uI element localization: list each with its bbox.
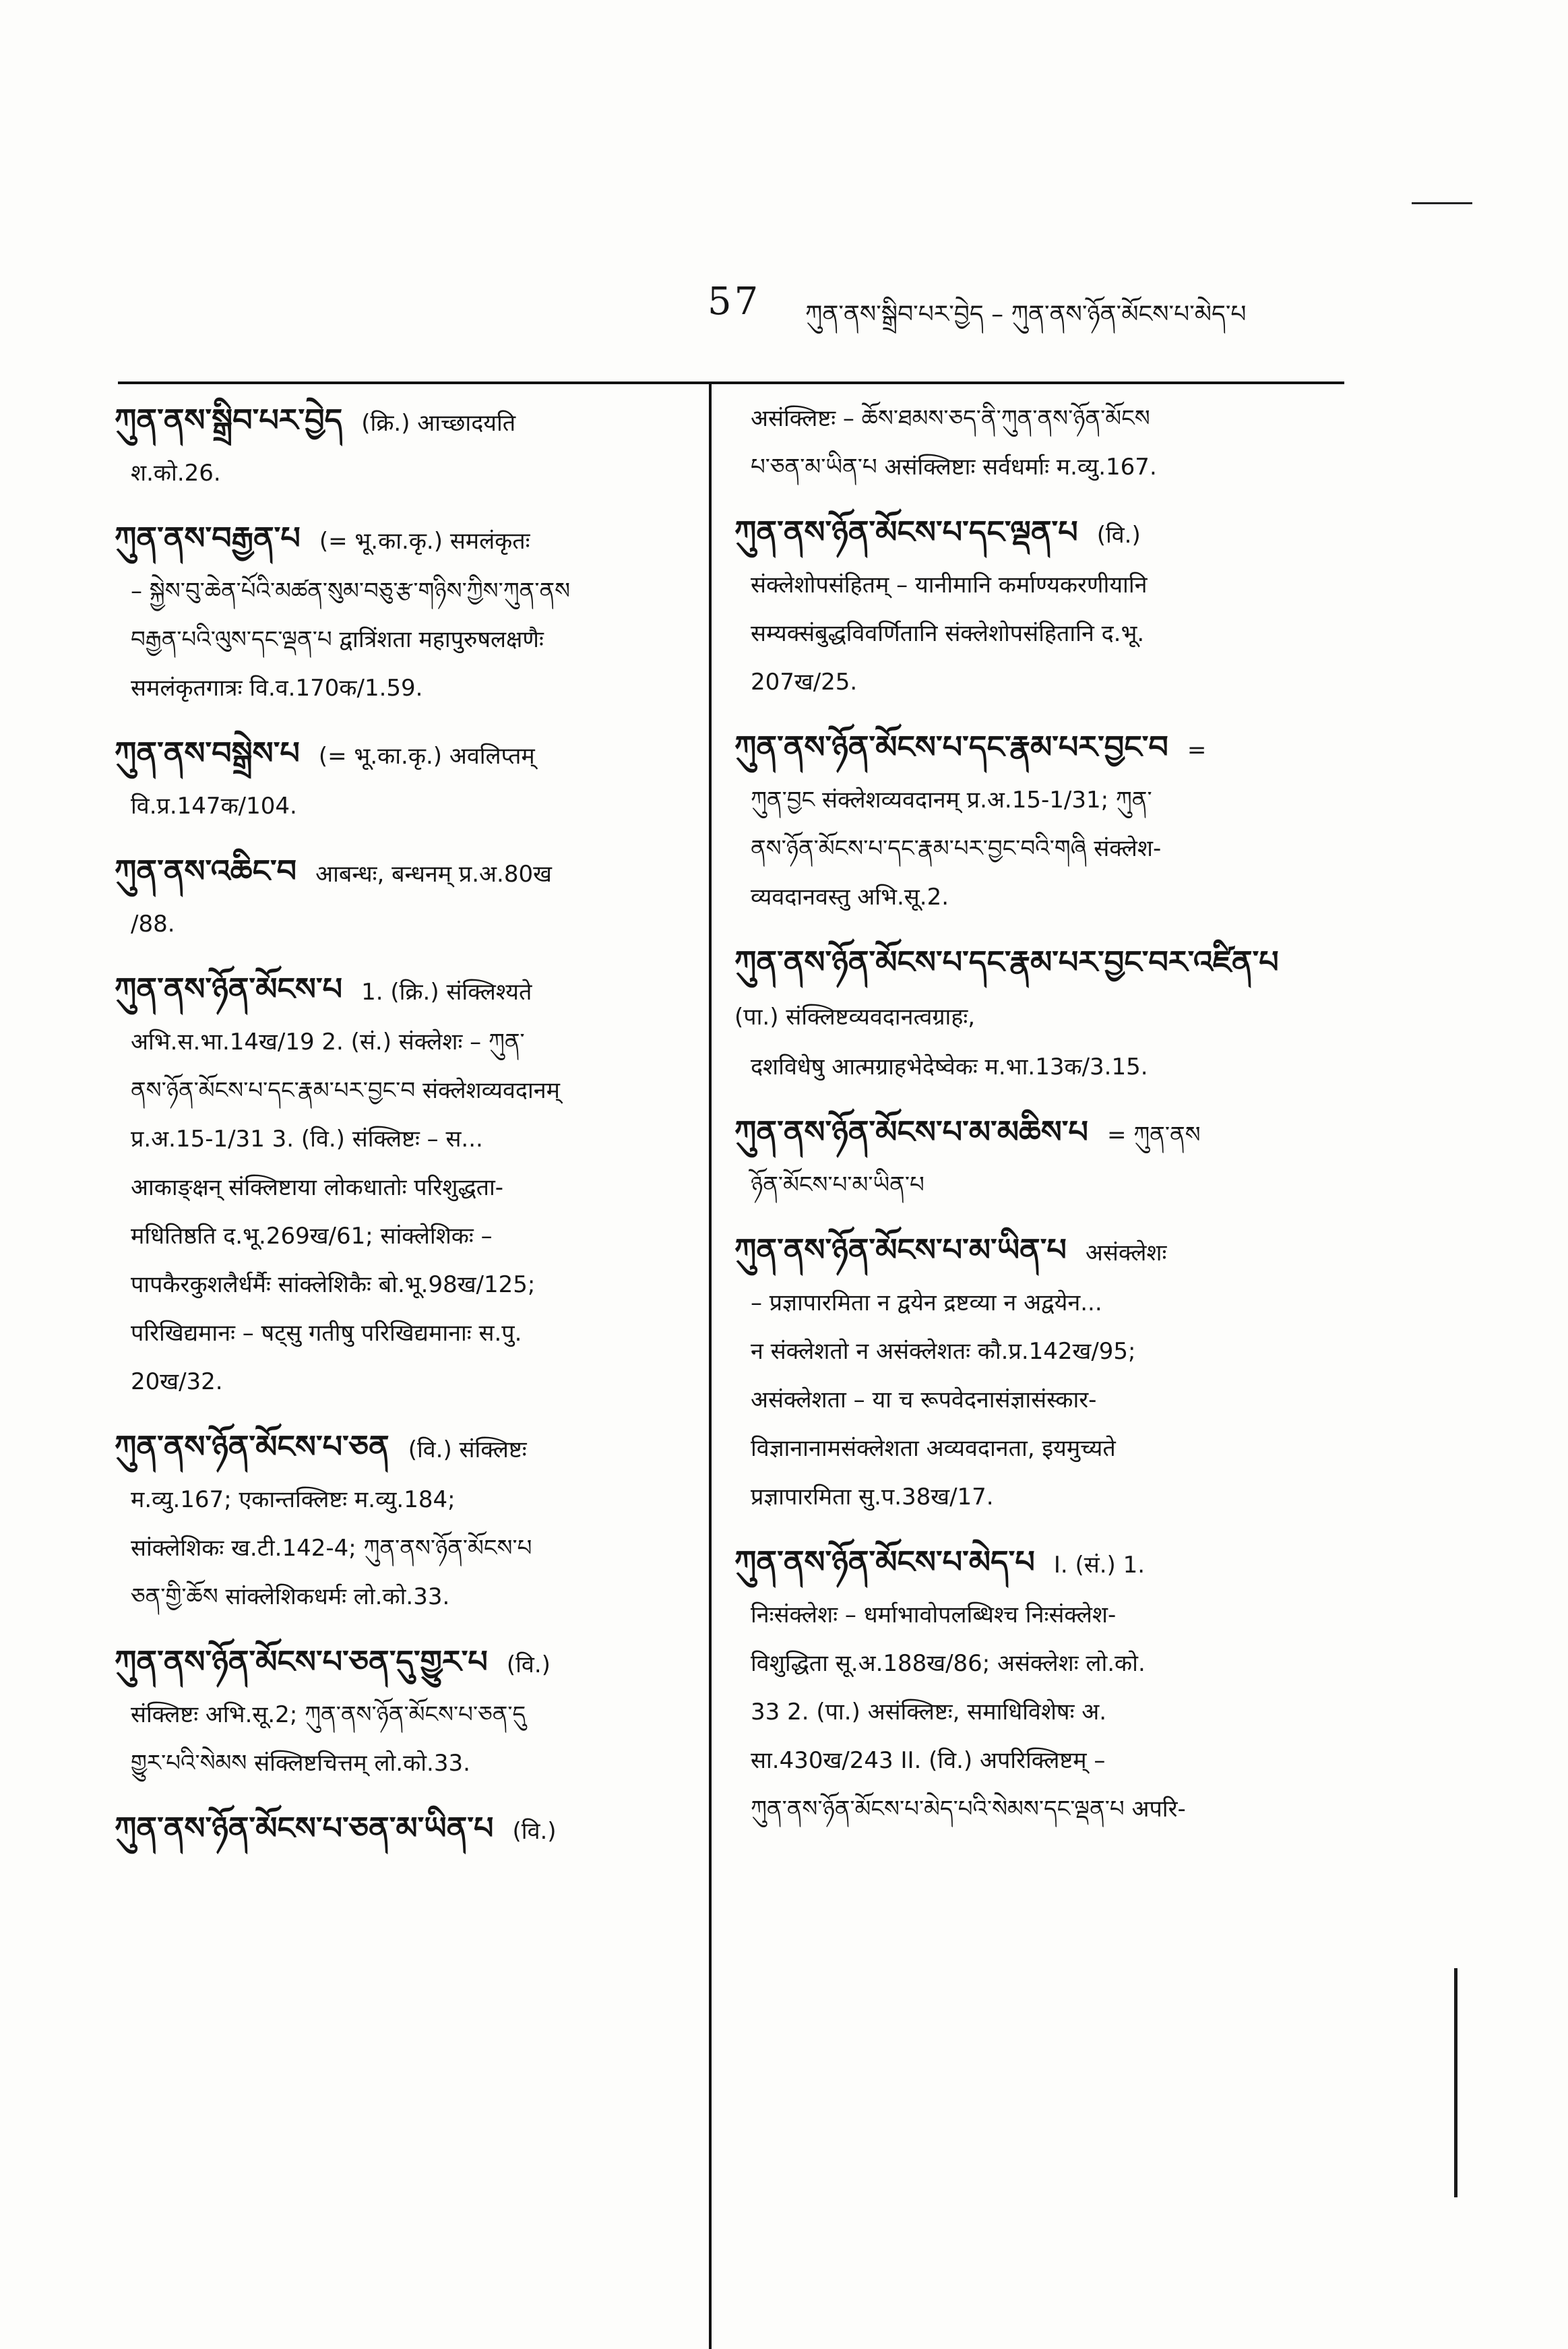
entry-grammar: (वि.) xyxy=(512,1818,557,1845)
entry-headline xyxy=(115,1802,691,1857)
dictionary-entry xyxy=(734,394,1341,491)
entry-grammar: (वि.) xyxy=(506,1651,551,1678)
entry-grammar: (वि.) xyxy=(1096,522,1141,549)
entry-line: བརྒྱན་པའི་ལུས་དང་ལྡན་པ द्वात्रिंशता महापुरुषलक्षणैः xyxy=(131,626,544,653)
entry-headline xyxy=(734,506,1341,561)
entry-line: ཀུན་ནས་ཉོན་མོངས་པ་མེད་པའི་སེམས་དང་ལྡན་པ अपरि- xyxy=(751,1796,1186,1823)
entry-line: आकाङ्क्षन् संक्लिष्टाया लोकधातोः परिशुद्धता- xyxy=(131,1174,504,1201)
entry-line: असंक्लिष्टः – ཆོས་ཐམས་ཅད་ནི་ཀུན་ནས་ཉོན་མོངས xyxy=(751,405,1150,432)
left-column xyxy=(115,394,691,1872)
entry-headword: ཀུན་ནས་ཉོན་མོངས་པ་ཅན་དུ་གྱུར་པ xyxy=(115,1643,488,1680)
entry-line: ཅན་གྱི་ཆོས सांक्लेशिकधर्मः लो.को.33. xyxy=(131,1583,450,1610)
entry-grammar: (= भू.का.कृ.) अवलिप्तम् xyxy=(318,743,535,770)
entry-grammar: (= भू.का.कृ.) समलंकृतः xyxy=(319,528,530,555)
entry-line: न संक्लेशतो न असंक्लेशतः कौ.प्र.142ख/95; xyxy=(751,1338,1136,1365)
dictionary-entry xyxy=(115,394,691,497)
dictionary-entry xyxy=(734,1536,1341,1833)
entry-headline xyxy=(734,1106,1341,1161)
entry-line: व्यवदानवस्तु अभि.सू.2. xyxy=(751,884,949,911)
entry-grammar: = xyxy=(1187,737,1207,764)
entry-line: པ་ཅན་མ་ཡིན་པ असंक्लिष्टाः सर्वधर्माः म.व्यु.167. xyxy=(751,454,1157,481)
dictionary-entry xyxy=(734,1106,1341,1209)
entry-headword: ཀུན་ནས་སྒྲིབ་པར་བྱེད xyxy=(115,402,343,438)
entry-headword: ཀུན་ནས་ཉོན་མོངས་པ་དང་ལྡན་པ xyxy=(734,514,1078,550)
dictionary-entry xyxy=(115,727,691,830)
entry-headword: ཀུན་ནས་ཉོན་མོངས་པ xyxy=(115,971,343,1007)
dictionary-entry xyxy=(115,1636,691,1788)
entry-line: पापकैरकुशलैर्धर्मैः सांक्लेशिकैः बो.भू.98ख/125; xyxy=(131,1271,536,1298)
dictionary-entry xyxy=(115,1802,691,1857)
entry-line: विज्ञानानामसंक्लेशता अव्यवदानता, इयमुच्यते xyxy=(751,1435,1116,1462)
entry-line: सम्यक्संबुद्धविवर्णितानि संक्लेशोपसंहितानि द.भू. xyxy=(751,620,1145,647)
dictionary-entry xyxy=(115,845,691,948)
entry-line: 20ख/32. xyxy=(131,1368,223,1395)
entry-line: 33 2. (पा.) असंक्लिष्टः, समाधिविशेषः अ. xyxy=(751,1699,1107,1726)
entry-line: ཉོན་མོངས་པ་མ་ཡིན་པ xyxy=(751,1171,924,1198)
entry-headline xyxy=(115,394,691,449)
entry-line: གྱུར་པའི་སེམས संक्लिष्टचित्तम् लो.को.33. xyxy=(131,1750,470,1777)
dictionary-entry xyxy=(115,1421,691,1621)
entry-line: वि.प्र.147क/104. xyxy=(131,793,297,820)
entry-headword: ཀུན་ནས་ཉོན་མོངས་པ་མ་མཆིས་པ xyxy=(734,1114,1088,1150)
entry-line: ནས་ཉོན་མོངས་པ་དང་རྣམ་པར་བྱང་བ संक्लेशव्यवदानम् xyxy=(131,1077,560,1104)
entry-line: विशुद्धिता सू.अ.188ख/86; असंक्लेशः लो.को. xyxy=(751,1650,1146,1677)
entry-headword: ཀུན་ནས་ཉོན་མོངས་པ་ཅན་མ་ཡིན་པ xyxy=(115,1810,494,1846)
right-column xyxy=(734,394,1341,1848)
entry-line: असंक्लेशता – या च रूपवेदनासंज्ञासंस्कार- xyxy=(751,1386,1097,1413)
entry-line: म.व्यु.167; एकान्तक्लिष्टः म.व्यु.184; xyxy=(131,1486,456,1513)
entry-headword: ཀུན་ནས་བརྒྱན་པ xyxy=(115,520,301,556)
dictionary-entry xyxy=(115,512,691,712)
entry-headword: ཀུན་ནས་ཉོན་མོངས་པ་ཅན xyxy=(115,1428,389,1465)
entry-headline xyxy=(115,963,691,1018)
entry-line: निःसंक्लेशः – धर्माभावोपलब्धिश्च निःसंक्लेश- xyxy=(751,1601,1117,1628)
entry-line: ནས་ཉོན་མོངས་པ་དང་རྣམ་པར་བྱང་བའི་གཞི संक्लेश- xyxy=(751,835,1162,862)
entry-headline xyxy=(734,1536,1341,1591)
dictionary-entry xyxy=(734,936,1341,1091)
dictionary-entry xyxy=(115,963,691,1406)
entry-line: संक्लिष्टः अभि.सू.2; ཀུན་ནས་ཉོན་མོངས་པ་ཅན་དུ xyxy=(131,1701,526,1728)
entry-headline xyxy=(115,512,691,567)
edge-mark xyxy=(1412,202,1472,204)
entry-line: प्रज्ञापारमिता सु.प.38ख/17. xyxy=(751,1484,994,1511)
entry-grammar: आबन्धः, बन्धनम् प्र.अ.80ख xyxy=(315,861,552,888)
entry-grammar: I. (सं.) 1. xyxy=(1053,1552,1146,1579)
entry-line: सांक्लेशिकः ख.टी.142-4; ཀུན་ནས་ཉོན་མོངས་པ xyxy=(131,1535,532,1562)
entry-headword: ཀུན་ནས་བསྒྲེས་པ xyxy=(115,735,300,771)
entry-line: प्र.अ.15-1/31 3. (वि.) संक्लिष्टः – स... xyxy=(131,1126,483,1153)
entry-grammar: असंक्लेशः xyxy=(1085,1240,1167,1267)
entry-headword: ཀུན་ནས་ཉོན་མོངས་པ་དང་རྣམ་པར་བྱང་བ xyxy=(734,729,1168,765)
entry-grammar: (क्रि.) आच्छादयति xyxy=(361,410,516,437)
entry-headline xyxy=(115,845,691,900)
margin-line xyxy=(1454,1968,1457,2197)
page-number: 57 xyxy=(708,280,761,324)
entry-grammar: (वि.) संक्लिष्टः xyxy=(408,1436,527,1463)
column-divider xyxy=(709,384,712,2349)
entry-headline xyxy=(734,936,1341,1043)
entry-line: ཀུན་བྱང संक्लेशव्यवदानम् प्र.अ.15-1/31; ཀུན་ xyxy=(751,787,1152,814)
entry-line: समलंकृतगात्रः वि.व.170क/1.59. xyxy=(131,675,423,702)
entry-line: संक्लेशोपसंहितम् – यानीमानि कर्माण्यकरणीयानि xyxy=(751,572,1148,599)
entry-headword: ཀུན་ནས་འཆིང་བ xyxy=(115,853,297,889)
dictionary-entry xyxy=(734,721,1341,921)
entry-line: परिखिद्यमानः – षट्सु गतीषु परिखिद्यमानाः स.पु. xyxy=(131,1320,522,1347)
running-head: ཀུན་ནས་སྒྲིབ་པར་བྱེད – ཀུན་ནས་ཉོན་མོངས་པ་མེད་པ xyxy=(805,301,1247,328)
entry-headline xyxy=(734,721,1341,776)
entry-headline xyxy=(115,727,691,782)
dictionary-entry xyxy=(734,506,1341,706)
entry-headword: ཀུན་ནས་ཉོན་མོངས་པ་དང་རྣམ་པར་བྱང་བར་འཛིན་པ xyxy=(734,944,1279,980)
entry-headword: ཀུན་ནས་ཉོན་མོངས་པ་མེད་པ xyxy=(734,1544,1035,1580)
header-rule xyxy=(118,382,1344,384)
entry-grammar: = ཀུན་ནས xyxy=(1106,1122,1201,1149)
entry-line: /88. xyxy=(131,911,175,938)
entry-headline xyxy=(115,1636,691,1690)
entry-line: मधितिष्ठति द.भू.269ख/61; सांक्लेशिकः – xyxy=(131,1223,493,1250)
entry-line: – प्रज्ञापारमिता न द्वयेन द्रष्टव्या न अद्वयेन... xyxy=(751,1289,1102,1316)
dictionary-entry xyxy=(734,1224,1341,1521)
entry-headword: ཀུན་ནས་ཉོན་མོངས་པ་མ་ཡིན་པ xyxy=(734,1231,1067,1268)
entry-grammar: (पा.) संक्लिष्टव्यवदानत्वग्राहः, xyxy=(734,1004,976,1031)
entry-headline xyxy=(115,1421,691,1475)
entry-line: दशविधेषु आत्मग्राहभेदेष्वेकः म.भा.13क/3.15. xyxy=(751,1054,1148,1080)
entry-line: सा.430ख/243 II. (वि.) अपरिक्लिष्टम् – xyxy=(751,1747,1106,1774)
entry-line: श.को.26. xyxy=(131,460,221,487)
entry-line: 207ख/25. xyxy=(751,669,858,696)
entry-line: – སྐྱེས་བུ་ཆེན་པོའི་མཚན་སུམ་བཅུ་རྩ་གཉིས་ཀྱིས་ཀུན་ནས xyxy=(131,578,571,605)
entry-grammar: 1. (क्रि.) संक्लिश्यते xyxy=(361,979,532,1006)
entry-line: अभि.स.भा.14ख/19 2. (सं.) संक्लेशः – ཀུན་ xyxy=(131,1029,525,1056)
entry-headline xyxy=(734,1224,1341,1279)
